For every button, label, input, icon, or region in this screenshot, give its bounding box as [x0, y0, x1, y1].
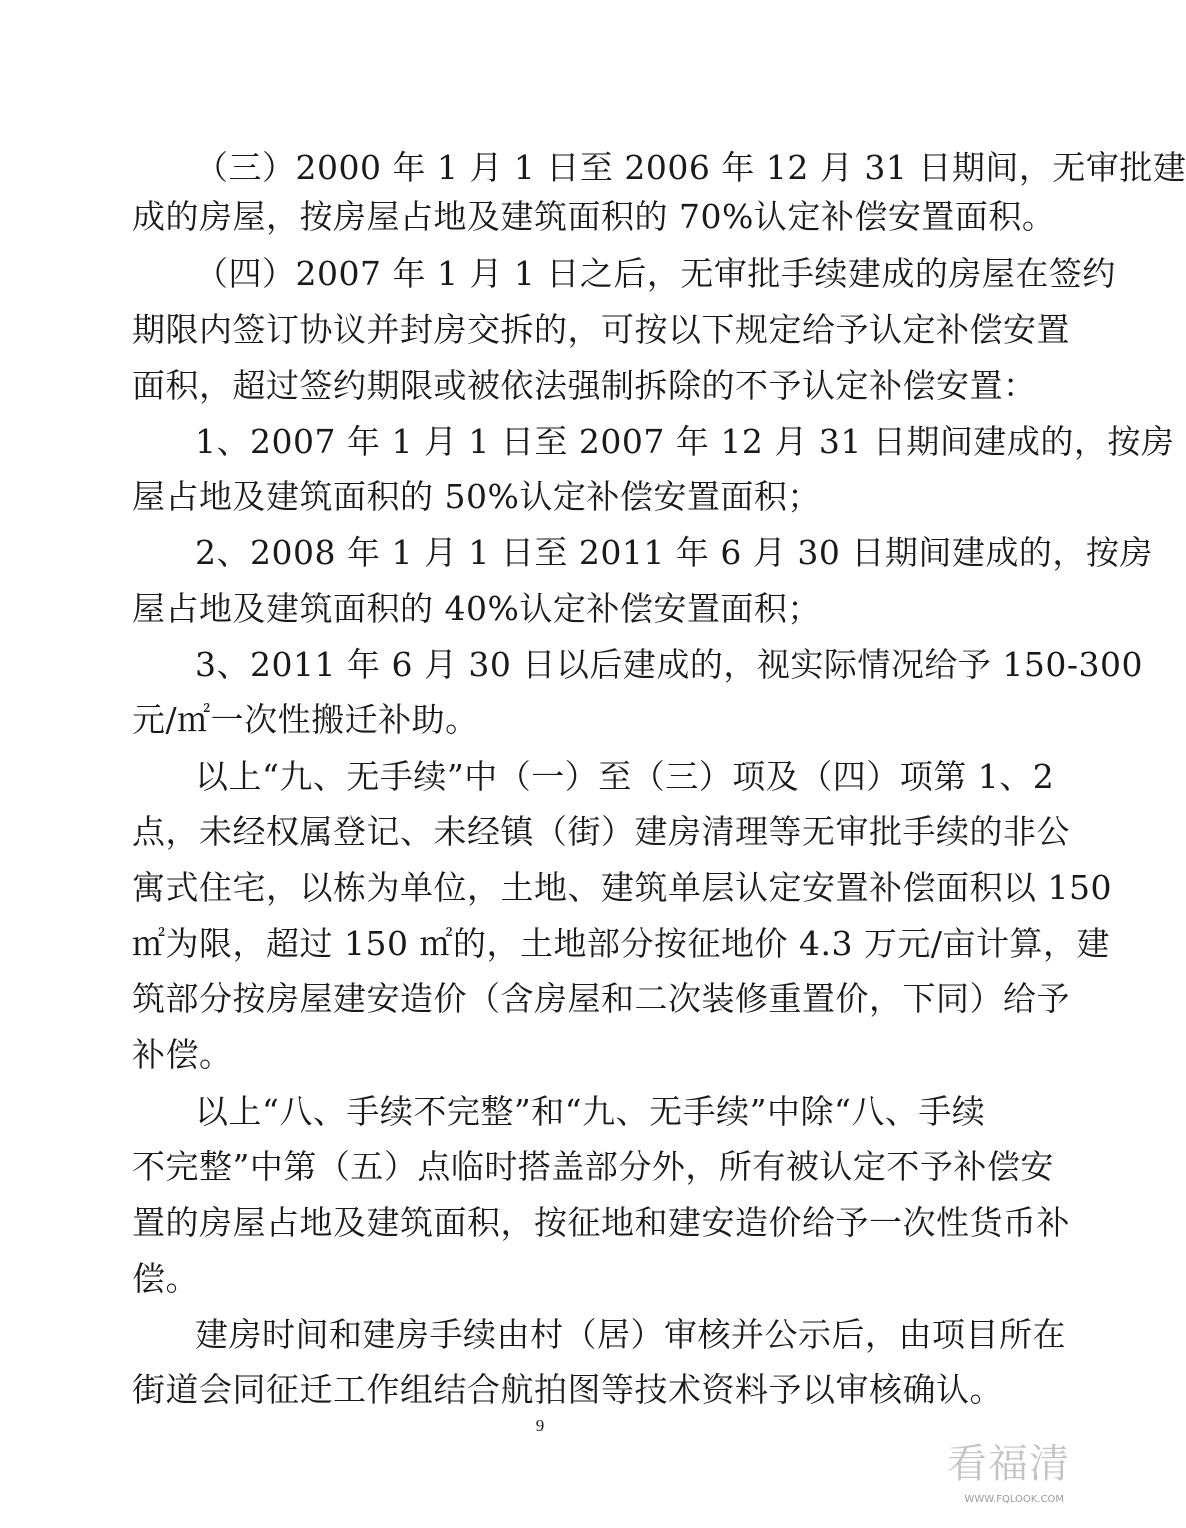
watermark	[930, 1440, 1070, 1520]
paragraph-4-line-2: 期限内签订协议并封房交拆的，可按以下规定给予认定补偿安置	[132, 310, 1070, 349]
paragraph-3-line-2: 成的房屋，按房屋占地及建筑面积的 70%认定补偿安置面积。	[132, 197, 1056, 236]
paragraph-7-line-1: 建房时间和建房手续由村（居）审核并公示后，由项目所在	[195, 1315, 1066, 1354]
paragraph-5-line-6: 补偿。	[132, 1035, 233, 1074]
item-1-line-2: 屋占地及建筑面积的 50%认定补偿安置面积；	[132, 477, 821, 516]
paragraph-5-line-1: 以上“九、无手续”中（一）至（三）项及（四）项第 1、2	[195, 757, 1055, 796]
item-1-line-1: 1、2007 年 1 月 1 日至 2007 年 12 月 31 日期间建成的，按房	[195, 422, 1175, 461]
paragraph-5-line-4: ㎡为限，超过 150 ㎡的，土地部分按征地价 4.3 万元/亩计算，建	[132, 924, 1111, 963]
paragraph-6-line-3: 置的房屋占地及建筑面积，按征地和建安造价给予一次性货币补	[132, 1203, 1070, 1242]
paragraph-6-line-2: 不完整”中第（五）点临时搭盖部分外，所有被认定不予补偿安	[132, 1147, 1054, 1186]
paragraph-4-line-1: （四）2007 年 1 月 1 日之后，无审批手续建成的房屋在签约	[195, 254, 1116, 293]
item-2-line-1: 2、2008 年 1 月 1 日至 2011 年 6 月 30 日期间建成的，按房	[195, 533, 1153, 572]
item-3-line-1: 3、2011 年 6 月 30 日以后建成的，视实际情况给予 150-300	[195, 645, 1144, 684]
watermark-title: 看福清	[947, 1441, 1070, 1487]
paragraph-5-line-5: 筑部分按房屋建安造价（含房屋和二次装修重置价，下同）给予	[132, 979, 1070, 1018]
paragraph-5-line-2: 点，未经权属登记、未经镇（街）建房清理等无审批手续的非公	[132, 812, 1070, 851]
paragraph-7-line-2: 街道会同征迁工作组结合航拍图等技术资料予以审核确认。	[132, 1370, 1003, 1409]
paragraph-4-line-3: 面积，超过签约期限或被依法强制拆除的不予认定补偿安置：	[132, 366, 1037, 405]
paragraph-3-line-1: （三）2000 年 1 月 1 日至 2006 年 12 月 31 日期间，无审批建	[195, 148, 1186, 187]
item-2-line-2: 屋占地及建筑面积的 40%认定补偿安置面积；	[132, 589, 821, 628]
paragraph-6-line-4: 偿。	[132, 1259, 199, 1298]
paragraph-5-line-3: 寓式住宅，以栋为单位，土地、建筑单层认定安置补偿面积以 150	[132, 868, 1112, 907]
paragraph-6-line-1: 以上“八、手续不完整”和“九、无手续”中除“八、手续	[195, 1092, 986, 1131]
item-3-line-2: 元/㎡一次性搬迁补助。	[132, 700, 479, 739]
watermark-url: WWW.FQLOOK.COM	[964, 1494, 1064, 1505]
page-number: 9	[535, 1416, 545, 1435]
